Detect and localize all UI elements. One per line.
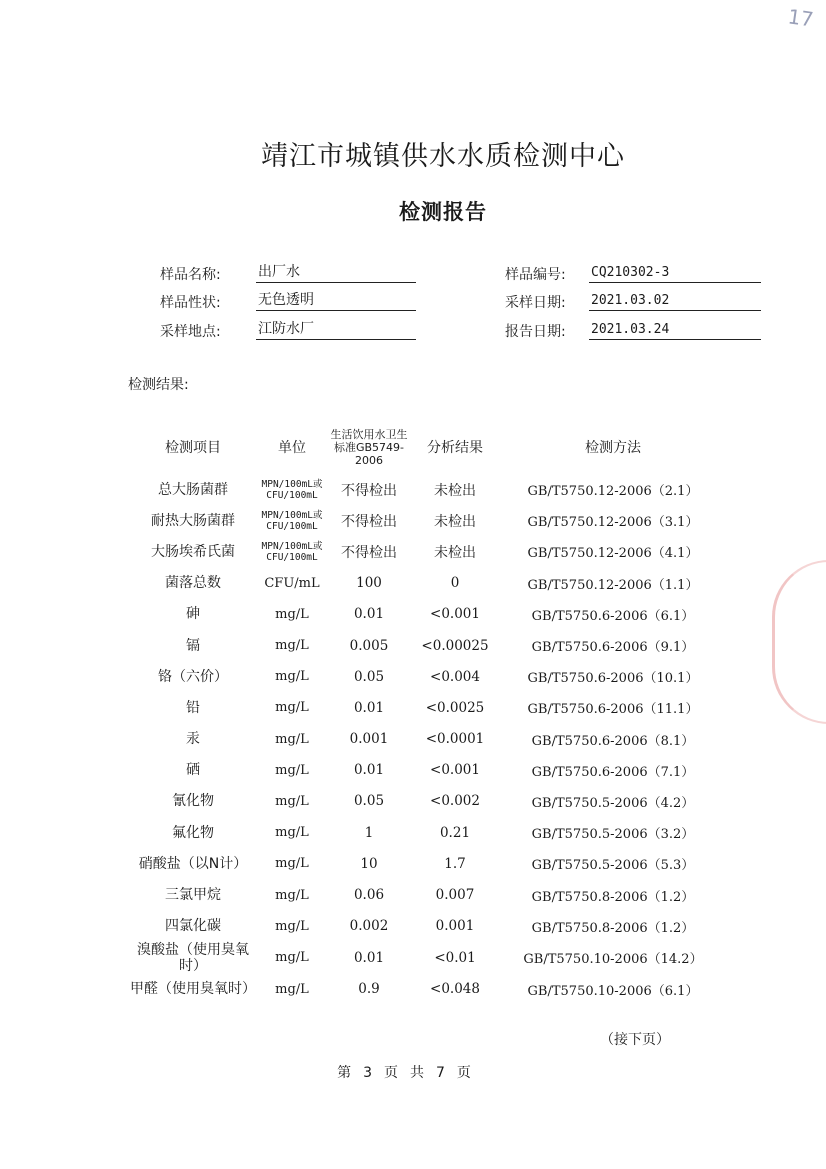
analysis-result-cell: <0.002 bbox=[430, 793, 480, 810]
standard-limit-cell: 100 bbox=[356, 575, 382, 592]
sample-name-label: 样品名称: bbox=[160, 267, 221, 283]
item-name-cell: 溴酸盐（使用臭氧时） bbox=[137, 941, 249, 974]
test-method-cell: GB/T5750.6-2006（11.1） bbox=[527, 702, 699, 718]
item-name-cell: 硒 bbox=[186, 762, 200, 779]
sample-no-value: CQ210302-3 bbox=[589, 263, 761, 283]
red-seal-stamp bbox=[772, 560, 826, 724]
item-name-cell: 铬（六价） bbox=[158, 668, 228, 685]
document-title: 靖江市城镇供水水质检测中心 bbox=[261, 141, 625, 172]
test-method-cell: GB/T5750.8-2006（1.2） bbox=[531, 920, 695, 936]
table-row bbox=[128, 630, 728, 661]
test-method-cell: GB/T5750.8-2006（1.2） bbox=[531, 889, 695, 905]
unit-cell: mg/L bbox=[275, 981, 309, 997]
table-row bbox=[128, 911, 728, 942]
sampling-date-label: 采样日期: bbox=[505, 295, 566, 311]
item-name-cell: 三氯甲烷 bbox=[165, 887, 221, 904]
analysis-result-cell: <0.01 bbox=[434, 949, 476, 966]
document-subtitle: 检测报告 bbox=[399, 200, 487, 224]
sampling-site-value: 江防水厂 bbox=[256, 320, 416, 340]
unit-cell: mg/L bbox=[275, 731, 309, 747]
header-unit: 单位 bbox=[278, 440, 306, 456]
standard-limit-cell: 不得检出 bbox=[341, 544, 397, 561]
header-item: 检测项目 bbox=[165, 440, 221, 456]
table-row bbox=[128, 599, 728, 630]
test-method-cell: GB/T5750.10-2006（14.2） bbox=[523, 952, 703, 968]
pager-page: 3 bbox=[363, 1065, 372, 1081]
unit-cell: mg/L bbox=[275, 950, 309, 966]
test-method-cell: GB/T5750.5-2006（4.2） bbox=[531, 795, 695, 811]
analysis-result-cell: 未检出 bbox=[434, 513, 476, 530]
standard-limit-cell: 0.9 bbox=[358, 981, 380, 998]
report-date-value: 2021.03.24 bbox=[589, 320, 761, 340]
table-row bbox=[128, 474, 728, 505]
unit-cell: mg/L bbox=[275, 638, 309, 654]
table-row bbox=[128, 568, 728, 599]
table-row bbox=[128, 848, 728, 879]
test-method-cell: GB/T5750.12-2006（1.1） bbox=[527, 577, 699, 593]
item-name-cell: 甲醛（使用臭氧时） bbox=[130, 981, 256, 998]
item-name-cell: 硝酸盐（以N计） bbox=[138, 855, 248, 872]
results-body bbox=[128, 474, 728, 1005]
unit-cell: mg/L bbox=[275, 700, 309, 716]
sample-state-label: 样品性状: bbox=[160, 295, 221, 311]
test-method-cell: GB/T5750.6-2006（6.1） bbox=[531, 608, 695, 624]
analysis-result-cell: 未检出 bbox=[434, 544, 476, 561]
analysis-result-cell: <0.0025 bbox=[425, 699, 485, 716]
item-name-cell: 四氯化碳 bbox=[165, 918, 221, 935]
table-row bbox=[128, 786, 728, 817]
table-row bbox=[128, 505, 728, 536]
standard-limit-cell: 不得检出 bbox=[341, 482, 397, 499]
item-name-cell: 砷 bbox=[186, 606, 200, 623]
standard-limit-cell: 0.01 bbox=[353, 606, 385, 623]
header-method: 检测方法 bbox=[585, 440, 641, 456]
sampling-date-value: 2021.03.02 bbox=[589, 291, 761, 311]
item-name-cell: 菌落总数 bbox=[165, 575, 221, 592]
unit-cell: CFU/mL bbox=[264, 575, 320, 591]
unit-cell: mg/L bbox=[275, 825, 309, 841]
standard-limit-cell: 0.01 bbox=[353, 949, 385, 966]
analysis-result-cell: <0.004 bbox=[430, 668, 480, 685]
analysis-result-cell: <0.0001 bbox=[425, 731, 485, 748]
sample-state-value: 无色透明 bbox=[256, 291, 416, 311]
test-method-cell: GB/T5750.5-2006（3.2） bbox=[531, 827, 695, 843]
item-name-cell: 大肠埃希氏菌 bbox=[151, 543, 235, 560]
results-table bbox=[128, 420, 728, 1005]
table-row bbox=[128, 755, 728, 786]
table-row bbox=[128, 724, 728, 755]
unit-cell: mg/L bbox=[275, 856, 309, 872]
analysis-result-cell: <0.048 bbox=[430, 981, 480, 998]
header-standard: 生活饮用水卫生标准GB5749-2006 bbox=[330, 427, 408, 467]
analysis-result-cell: 0.007 bbox=[435, 887, 475, 904]
analysis-result-cell: <0.001 bbox=[430, 606, 480, 623]
unit-cell: MPN/100mL或CFU/100mL bbox=[261, 540, 323, 563]
analysis-result-cell: 0.21 bbox=[439, 824, 471, 841]
standard-limit-cell: 10 bbox=[360, 855, 378, 872]
unit-cell: MPN/100mL或CFU/100mL bbox=[261, 509, 323, 532]
standard-limit-cell: 0.01 bbox=[353, 699, 385, 716]
report-date-label: 报告日期: bbox=[505, 324, 566, 340]
table-row bbox=[128, 942, 728, 974]
table-row bbox=[128, 536, 728, 567]
analysis-result-cell: <0.00025 bbox=[421, 637, 489, 654]
standard-limit-cell: 0.001 bbox=[349, 731, 389, 748]
sample-name-value: 出厂水 bbox=[256, 263, 416, 283]
sample-no-label: 样品编号: bbox=[505, 267, 566, 283]
item-name-cell: 耐热大肠菌群 bbox=[151, 512, 235, 529]
test-method-cell: GB/T5750.6-2006（7.1） bbox=[531, 764, 695, 780]
standard-limit-cell: 0.002 bbox=[349, 918, 389, 935]
item-name-cell: 汞 bbox=[186, 731, 200, 748]
unit-cell: mg/L bbox=[275, 793, 309, 809]
standard-limit-cell: 0.05 bbox=[353, 793, 385, 810]
table-row bbox=[128, 974, 728, 1005]
table-row bbox=[128, 661, 728, 692]
standard-limit-cell: 不得检出 bbox=[341, 513, 397, 530]
test-method-cell: GB/T5750.12-2006（4.1） bbox=[527, 546, 699, 562]
standard-limit-cell: 0.06 bbox=[353, 887, 385, 904]
continued-note: （接下页） bbox=[600, 1032, 670, 1048]
standard-limit-cell: 0.005 bbox=[349, 637, 389, 654]
test-method-cell: GB/T5750.6-2006（10.1） bbox=[527, 671, 699, 687]
item-name-cell: 总大肠菌群 bbox=[158, 481, 228, 498]
unit-cell: mg/L bbox=[275, 606, 309, 622]
test-method-cell: GB/T5750.10-2006（6.1） bbox=[527, 983, 699, 999]
table-row bbox=[128, 692, 728, 723]
test-method-cell: GB/T5750.5-2006（5.3） bbox=[531, 858, 695, 874]
header-result: 分析结果 bbox=[427, 440, 483, 456]
test-method-cell: GB/T5750.12-2006（3.1） bbox=[527, 515, 699, 531]
pager-ye: 页 bbox=[384, 1065, 398, 1081]
analysis-result-cell: 0 bbox=[450, 575, 460, 592]
analysis-result-cell: 未检出 bbox=[434, 482, 476, 499]
item-name-cell: 氟化物 bbox=[172, 824, 214, 841]
table-row bbox=[128, 817, 728, 848]
table-row bbox=[128, 879, 728, 910]
pager-di: 第 bbox=[337, 1065, 352, 1081]
test-method-cell: GB/T5750.6-2006（9.1） bbox=[531, 640, 695, 656]
unit-cell: mg/L bbox=[275, 918, 309, 934]
standard-limit-cell: 0.05 bbox=[353, 668, 385, 685]
pager-total: 7 bbox=[436, 1065, 445, 1081]
pager-ye2: 页 bbox=[456, 1065, 471, 1081]
unit-cell: mg/L bbox=[275, 887, 309, 903]
pager-gong: 共 bbox=[410, 1065, 424, 1081]
page-handwritten-mark: 17 bbox=[786, 4, 815, 32]
test-method-cell: GB/T5750.6-2006（8.1） bbox=[531, 733, 695, 749]
sampling-site-label: 采样地点: bbox=[160, 324, 221, 340]
table-header-row bbox=[128, 420, 728, 474]
analysis-result-cell: 1.7 bbox=[444, 855, 466, 872]
analysis-result-cell: <0.001 bbox=[430, 762, 480, 779]
test-method-cell: GB/T5750.12-2006（2.1） bbox=[527, 484, 699, 500]
unit-cell: mg/L bbox=[275, 762, 309, 778]
item-name-cell: 氰化物 bbox=[172, 793, 214, 810]
standard-limit-cell: 0.01 bbox=[353, 762, 385, 779]
standard-limit-cell: 1 bbox=[364, 824, 374, 841]
analysis-result-cell: 0.001 bbox=[435, 918, 475, 935]
item-name-cell: 镉 bbox=[186, 637, 200, 654]
page-footer bbox=[0, 1062, 808, 1082]
results-label: 检测结果: bbox=[128, 377, 189, 393]
item-name-cell: 铅 bbox=[186, 699, 200, 716]
unit-cell: mg/L bbox=[275, 669, 309, 685]
unit-cell: MPN/100mL或CFU/100mL bbox=[261, 478, 323, 501]
